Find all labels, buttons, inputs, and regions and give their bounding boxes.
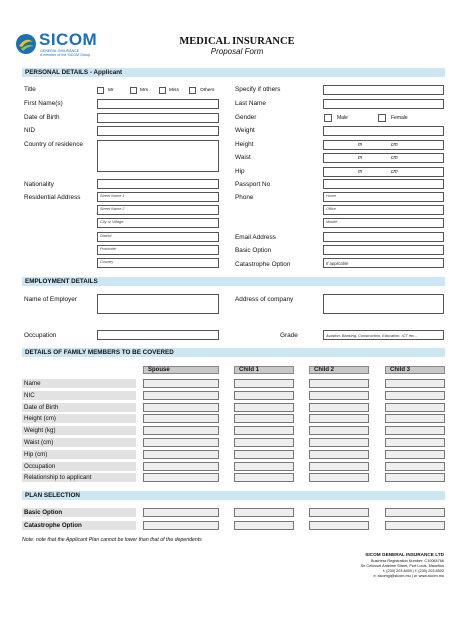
family-cell-spouse-weight-kg[interactable]	[143, 426, 219, 435]
brand-name: SICOM	[39, 30, 98, 49]
family-cell-spouse-name[interactable]	[143, 379, 219, 388]
placeholder-mobile: Mobile	[326, 220, 338, 224]
address-city-field[interactable]	[97, 218, 219, 228]
nid-field[interactable]	[97, 126, 219, 136]
family-cell-child-3-hip-cm[interactable]	[385, 450, 445, 459]
label-mrs: Mrs	[140, 88, 148, 93]
section-employment-details: EMPLOYMENT DETAILS	[22, 277, 445, 286]
family-cell-child-2-waist-cm[interactable]	[309, 438, 369, 447]
family-cell-child-1-relationship-to-applicant[interactable]	[234, 473, 294, 482]
family-cell-child-2-nic[interactable]	[309, 391, 369, 400]
specify-if-others-field[interactable]	[323, 85, 444, 95]
family-cell-child-2-name[interactable]	[309, 379, 369, 388]
family-cell-child-2-weight-kg[interactable]	[309, 426, 369, 435]
family-cell-child-3-height-cm[interactable]	[385, 414, 445, 423]
last-name-field[interactable]	[323, 99, 444, 109]
label-grade: Grade	[280, 332, 298, 339]
label-others: Others	[200, 88, 215, 93]
date-of-birth-field[interactable]	[97, 113, 219, 123]
label-mr: Mr	[108, 88, 114, 93]
plan-cell-spouse-basic-option[interactable]	[143, 508, 219, 517]
unit-m-waist: m	[358, 155, 363, 161]
family-cell-child-1-date-of-birth[interactable]	[234, 403, 294, 412]
label-nationality: Nationality	[24, 181, 54, 188]
plan-cell-child-2-catastrophe-option[interactable]	[309, 521, 369, 530]
label-female: Female	[391, 115, 408, 121]
family-cell-child-3-nic[interactable]	[385, 391, 445, 400]
plan-cell-child-1-catastrophe-option[interactable]	[234, 521, 294, 530]
passport-no-field[interactable]	[323, 179, 444, 189]
label-occupation: Occupation	[24, 332, 57, 339]
family-cell-spouse-height-cm[interactable]	[143, 414, 219, 423]
checkbox-female[interactable]	[378, 114, 386, 122]
family-cell-child-1-height-cm[interactable]	[234, 414, 294, 423]
label-gender: Gender	[235, 114, 257, 121]
label-miss: Miss	[169, 88, 179, 93]
plan-cell-child-3-catastrophe-option[interactable]	[385, 521, 445, 530]
basic-option-field[interactable]	[323, 245, 444, 255]
row-label-name: Name	[22, 379, 136, 388]
height-field[interactable]	[323, 140, 444, 150]
label-basic-option: Basic Option	[235, 247, 272, 254]
section-plan-selection: PLAN SELECTION	[22, 491, 445, 500]
waist-field[interactable]	[323, 153, 444, 163]
family-cell-child-1-nic[interactable]	[234, 391, 294, 400]
weight-field[interactable]	[323, 126, 444, 136]
placeholder-home: Home	[326, 194, 337, 198]
plan-label-basic-option: Basic Option	[22, 508, 136, 517]
family-cell-child-2-height-cm[interactable]	[309, 414, 369, 423]
row-label-relationship-to-applicant: Relationship to applicant	[22, 473, 136, 482]
address-postcode-field[interactable]	[97, 245, 219, 255]
label-waist: Waist	[235, 154, 251, 161]
address-street-2-field[interactable]	[97, 205, 219, 215]
plan-cell-child-3-basic-option[interactable]	[385, 508, 445, 517]
placeholder-street-2: Street Name 2	[100, 207, 125, 211]
family-cell-spouse-hip-cm[interactable]	[143, 450, 219, 459]
family-cell-child-1-occupation[interactable]	[234, 462, 294, 471]
footer-phone-fax: t: (230) 203 8400 | f: (230) 203 8502	[383, 569, 444, 573]
section-personal-details: PERSONAL DETAILS - Applicant	[22, 68, 445, 77]
hip-field[interactable]	[323, 167, 444, 177]
checkbox-mrs[interactable]	[130, 87, 137, 94]
plan-label-catastrophe-option: Catastrophe Option	[22, 521, 136, 530]
employer-name-field[interactable]	[97, 294, 219, 314]
family-cell-child-3-occupation[interactable]	[385, 462, 445, 471]
label-height: Height	[235, 141, 254, 148]
unit-m-height: m	[358, 142, 363, 148]
placeholder-street-1: Street Name 1	[100, 194, 125, 198]
address-street-1-field[interactable]	[97, 192, 219, 202]
section-family-members: DETAILS OF FAMILY MEMBERS TO BE COVERED	[22, 348, 445, 357]
company-address-field[interactable]	[323, 294, 444, 314]
row-label-height-cm: Height (cm)	[22, 414, 136, 423]
label-address-of-company: Address of company	[235, 296, 294, 303]
family-cell-child-3-weight-kg[interactable]	[385, 426, 445, 435]
label-date-of-birth: Date of Birth	[24, 114, 60, 121]
checkbox-male[interactable]	[324, 114, 332, 122]
row-label-weight-kg: Weight (kg)	[22, 426, 136, 435]
plan-cell-child-1-basic-option[interactable]	[234, 508, 294, 517]
row-label-occupation: Occupation	[22, 462, 136, 471]
family-cell-child-2-occupation[interactable]	[309, 462, 369, 471]
first-name-field[interactable]	[97, 99, 219, 109]
brand-sub1: GENERAL INSURANCE	[40, 49, 80, 53]
family-cell-child-1-hip-cm[interactable]	[234, 450, 294, 459]
footer-email-web: e: sicomgi@sicom.mu | w: www.sicom.mu	[373, 574, 444, 578]
placeholder-country: Country	[100, 260, 114, 264]
family-cell-child-3-name[interactable]	[385, 379, 445, 388]
label-country-of-residence: Country of residence	[24, 141, 83, 148]
applicant-plan-note: Note: note that the Applicant Plan cannot be lower than that of the dependents	[22, 537, 202, 543]
family-cell-child-2-hip-cm[interactable]	[309, 450, 369, 459]
family-cell-child-2-date-of-birth[interactable]	[309, 403, 369, 412]
family-cell-child-1-waist-cm[interactable]	[234, 438, 294, 447]
placeholder-postcode: Postcode	[100, 247, 116, 251]
label-residential-address: Residential Address	[24, 194, 81, 201]
address-country-field[interactable]	[97, 258, 219, 268]
label-email-address: Email Address	[235, 234, 276, 241]
checkbox-mr[interactable]	[97, 87, 104, 94]
label-male: Male	[337, 115, 348, 121]
checkbox-others[interactable]	[189, 87, 196, 94]
label-last-name: Last Name	[235, 100, 266, 107]
phone-home-field[interactable]	[323, 192, 444, 202]
email-address-field[interactable]	[323, 232, 444, 242]
page-subtitle: Proposal Form	[210, 47, 264, 56]
footer-company-name: SICOM GENERAL INSURANCE LTD	[365, 552, 444, 557]
label-name-of-employer: Name of Employer	[24, 296, 77, 303]
placeholder-grade: Aviation, Banking, Construction, Education, ICT etc...	[326, 332, 418, 338]
occupation-field[interactable]	[97, 330, 219, 340]
column-header-child-3: Child 3	[385, 366, 445, 374]
family-cell-spouse-nic[interactable]	[143, 391, 219, 400]
placeholder-city: City or Village	[100, 220, 124, 224]
label-first-name: First Name(s)	[24, 100, 63, 107]
row-label-nic: NIC	[22, 391, 136, 400]
checkbox-miss[interactable]	[159, 87, 166, 94]
brand-sub2: A member of the SICOM Group	[40, 53, 91, 57]
catastrophe-option-field[interactable]	[323, 258, 444, 268]
placeholder-if-applicable: If applicable	[326, 260, 349, 266]
row-label-waist-cm: Waist (cm)	[22, 438, 136, 447]
label-hip: Hip	[235, 168, 245, 175]
country-of-residence-field[interactable]	[97, 140, 219, 172]
phone-office-field[interactable]	[323, 205, 444, 215]
column-header-spouse: Spouse	[143, 366, 219, 374]
placeholder-district: District	[100, 234, 112, 238]
footer-registration: Business Registration Number: C10084766	[370, 559, 444, 563]
family-cell-child-2-relationship-to-applicant[interactable]	[309, 473, 369, 482]
label-phone: Phone	[235, 194, 254, 201]
family-cell-child-1-weight-kg[interactable]	[234, 426, 294, 435]
family-cell-child-1-name[interactable]	[234, 379, 294, 388]
row-label-hip-cm: Hip (cm)	[22, 450, 136, 459]
label-specify-if-others: Specify if others	[235, 86, 281, 93]
address-district-field[interactable]	[97, 232, 219, 242]
label-nid: NID	[24, 127, 36, 134]
label-weight: Weight	[235, 127, 255, 134]
unit-m-hip: m	[358, 169, 363, 175]
placeholder-office: Office	[326, 207, 336, 211]
plan-cell-child-2-basic-option[interactable]	[309, 508, 369, 517]
family-cell-spouse-waist-cm[interactable]	[143, 438, 219, 447]
family-cell-child-3-date-of-birth[interactable]	[385, 403, 445, 412]
row-label-date-of-birth: Date of Birth	[22, 403, 136, 412]
page-title: MEDICAL INSURANCE	[179, 36, 295, 47]
family-cell-spouse-relationship-to-applicant[interactable]	[143, 473, 219, 482]
family-cell-spouse-occupation[interactable]	[143, 462, 219, 471]
label-catastrophe-option: Catastrophe Option	[235, 261, 291, 268]
unit-cm-waist: cm	[391, 155, 398, 161]
phone-mobile-field[interactable]	[323, 218, 444, 228]
column-header-child-2: Child 2	[309, 366, 369, 374]
family-cell-child-3-waist-cm[interactable]	[385, 438, 445, 447]
family-cell-spouse-date-of-birth[interactable]	[143, 403, 219, 412]
unit-cm-hip: cm	[391, 169, 398, 175]
footer-address: Sir Celicourt Antelme Street, Port Louis, Mauritius	[360, 564, 444, 568]
family-cell-child-3-relationship-to-applicant[interactable]	[385, 473, 445, 482]
unit-cm-height: cm	[391, 142, 398, 148]
label-title: Title	[24, 86, 36, 93]
grade-field[interactable]	[323, 330, 444, 340]
plan-cell-spouse-catastrophe-option[interactable]	[143, 521, 219, 530]
label-passport-no: Passport No	[235, 181, 271, 188]
column-header-child-1: Child 1	[234, 366, 294, 374]
nationality-field[interactable]	[97, 179, 219, 189]
